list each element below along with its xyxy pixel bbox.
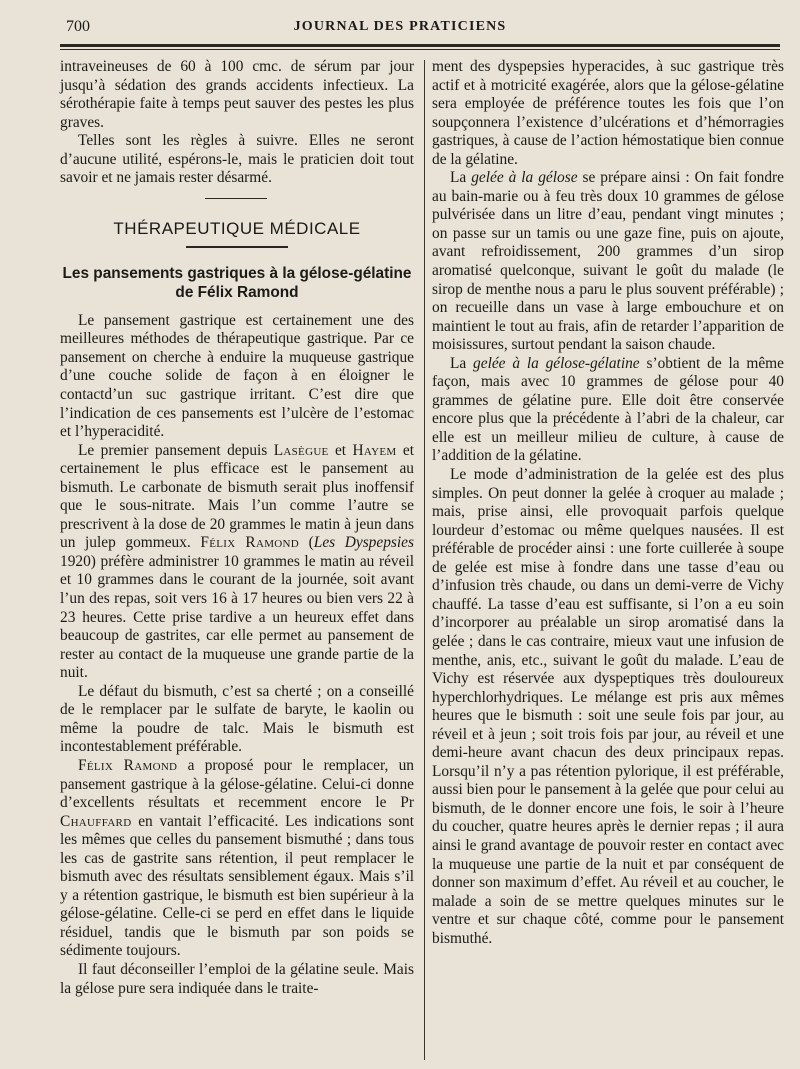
running-head: [0, 16, 800, 38]
section-heading-block: [60, 198, 414, 260]
section-title: THÉRAPEUTIQUE MÉDICALE: [113, 218, 361, 238]
left-column: [60, 58, 414, 998]
body-paragraph: La gelée à la gélose se prépare ainsi : On fait fondre au bain-marie ou à feu très doux 10 grammes de gélose pulvérisée dans un litre d’eau, pendant vingt minutes ; on passe sur un tamis ou une gaze fine, puis on ajoute, avant refroidissement, 200 grammes d’un sirop aromatisé quelconque, suivant le goût du malade (le sirop de menthe nous a paru le plus souvent préférable) ; on recueille dans un vase à large embouchure et on maintient le tout au frais, afin de retarder l’apparition de moisissures, surtout pendant la saison chaude.: [432, 169, 785, 354]
book-title: Les Dyspepsies: [313, 534, 414, 552]
column-divider: [424, 60, 425, 1060]
header-rule-thin: [60, 49, 780, 50]
section-separator: [205, 198, 267, 199]
header-rule: [60, 44, 780, 47]
body-paragraph: Le mode d’administration de la gelée est des plus simples. On peut donner la gelée à croquer au malade ; mais, prise ainsi, elle provoquait parfois quelque lourdeur d’estomac ou même quelques nausées. Il est préférable de procéder ainsi : une forte cuillerée à soupe de gelée est mise à fondre dans une tasse d’eau ou d’infusion très chaude, ou dans un demi-verre de Vichy chauffé. La tasse d’eau est suffisante, si l’on a eu soin d’incorporer au préalable un sirop aromatisé dans la gelée ; dans le cas contraire, mieux vaut une infusion de menthe, anis, etc., suivant le goût du malade. L’eau de Vichy est réservée aux dyspeptiques très douloureux hyperchlorhydriques. Le mélange est pris aux mêmes heures que le bismuth : soit une seule fois par jour, au réveil et à jeun ; soit trois fois par jour, au réveil et une demi-heure avant chacun des deux principaux repas. Lorsqu’il n’y a pas rétention pylorique, il est préférable, aussi bien pour le pansement à la gelée que pour celui au bismuth, de le donner encore une fois, le soir à l’heure du coucher, quatre heures après le dernier repas ; il aura ainsi le grand avantage de pouvoir rester en contact avec la muqueuse une partie de la nuit et par conséquent de donner son maximum d’effet. Au réveil et au coucher, le malade a soin de se mettre quelques minutes sur le ventre et sur chaque côté, comme pour le pansement bismuthé.: [432, 466, 784, 947]
author-name: Félix Ramond: [200, 534, 300, 552]
section-title-underline: [186, 246, 288, 248]
body-paragraph: Il faut déconseiller l’emploi de la gélatine seule. Mais la gélose pure sera indiquée dans le traite-: [60, 960, 414, 997]
article-title: Les pansements gastriques à la gélose-gélatine de Félix Ramond: [62, 264, 412, 301]
body-paragraph: ment des dyspepsies hyperacides, à suc gastrique très actif et à motricité exagérée, alors que la gélose-gélatine sera employée de préférence toutes les fois que l’on soupçonnera l’existence d’ulcérations et d’hémorragies gastriques, à cause de l’action hémostatique bien connue de la gélatine.: [432, 58, 784, 168]
author-name: Lasègue: [273, 441, 329, 459]
recipe-name: gelée à la gélose-gélatine: [473, 354, 640, 372]
body-paragraph: Le défaut du bismuth, c’est sa cherté ; on a conseillé de le remplacer par le sulfate de baryte, le kaolin ou même la poudre de talc. Mais le bismuth est incontestablement préférable.: [60, 682, 414, 756]
body-paragraph: La gelée à la gélose-gélatine s’obtient de la même façon, mais avec 10 grammes de gélose pour 40 grammes de gélatine pure. Elle doit être conservée encore plus que la précédente à l’abri de la chaleur, car elle est un meilleur milieu de culture, à cause de l’addition de la gélatine.: [432, 354, 784, 465]
journal-title: JOURNAL DES PRATICIENS: [293, 19, 507, 34]
body-paragraph: Félix Ramond a proposé pour le remplacer, un pansement gastrique à la gélose-gélatine. Celui-ci donne d’excellents résultats et recemment encore le Pr Chauffard en vantait l’efficacité. Les indications sont les mêmes que celles du pansement bismuthé ; dans tous les cas de gastrite sans rétention, il peut remplacer le bismuth avec des résultats sensiblement égaux. Mais s’il y a rétention gastrique, le bismuth est bien supérieur à la gélose-gélatine. Celle-ci se perd en effet dans le liquide résiduel, tandis que le bismuth par son poids se sédimente toujours.: [60, 756, 414, 960]
intro-paragraph: intraveineuses de 60 à 100 cmc. de sérum par jour jusqu’à sédation des grands accidents infectieux. La sérothérapie faite à temps peut sauver des pestes les plus graves.: [60, 58, 414, 131]
author-name: Chauffard: [60, 812, 132, 830]
author-name: Hayem: [352, 441, 397, 459]
page-number: 700: [66, 18, 90, 35]
intro-paragraph: Telles sont les règles à suivre. Elles ne seront d’aucune utilité, espérons-le, mais le praticien doit tout savoir et ne jamais rester désarmé.: [60, 132, 414, 187]
body-paragraph: Le premier pansement depuis Lasègue et Hayem et certainement le plus efficace est le pansement au bismuth. Le carbonate de bismuth serait plus inoffensif que le sous-nitrate. Mais l’un comme l’autre se prescrivent à la dose de 20 grammes le matin à jeun dans un julep gommeux. Félix Ramond (Les Dyspepsies 1920) préfère administrer 10 grammes le matin au réveil et 10 grammes dans le courant de la journée, soit avant l’un des repas, soit vers 16 à 17 heures ou bien vers 22 à 23 heures. Cette prise tardive a un heureux effet dans beaucoup de gastrites, car elle permet au pansement de rester au contact de la muqueuse une grande partie de la nuit.: [60, 441, 414, 682]
author-name: Félix Ramond: [78, 756, 178, 774]
right-column: [432, 58, 784, 948]
body-paragraph: Le pansement gastrique est certainement une des meilleures méthodes de thérapeutique gastrique. Par ce pansement on cherche à enduire la muqueuse gastrique d’une couche solide de façon à en éloigner le contactd’un suc gastrique irritant. C’est dire que l’indication de ces pansements est l’ulcère de l’estomac et l’hyperacidité.: [60, 311, 414, 441]
recipe-name: gelée à la gélose: [471, 169, 578, 187]
